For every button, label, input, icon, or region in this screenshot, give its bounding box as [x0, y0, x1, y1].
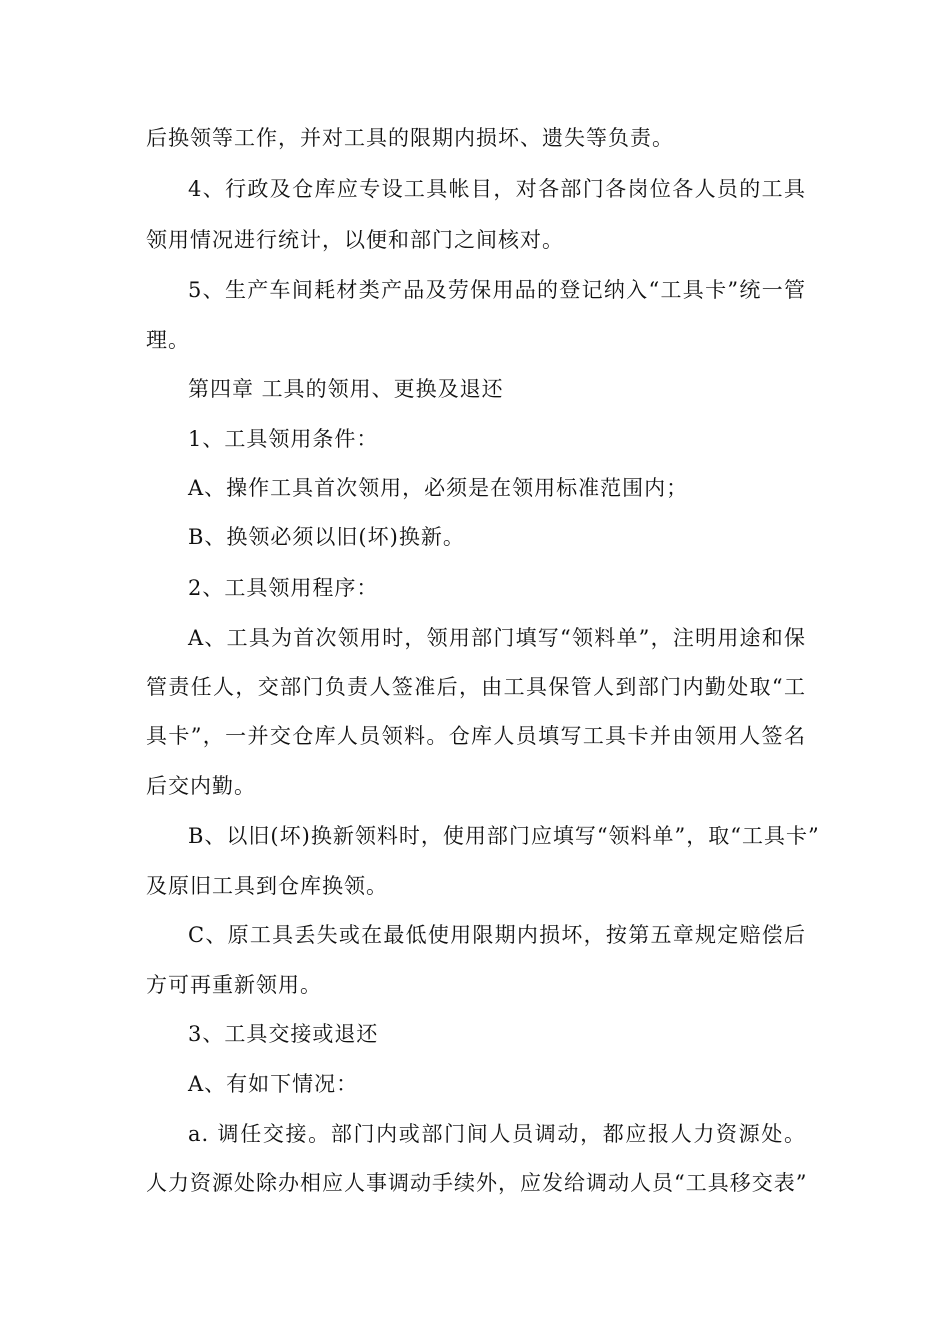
text-line: 及原旧工具到仓库换领。: [146, 874, 388, 898]
text-line: 后交内勤。: [146, 774, 256, 798]
text-line: 3、工具交接或退还: [188, 1022, 379, 1046]
text-line: C、原工具丢失或在最低使用限期内损坏，按第五章规定赔偿后: [188, 923, 806, 947]
text-line: A、操作工具首次领用，必须是在领用标准范围内；: [188, 476, 689, 500]
text-line: 领用情况进行统计，以便和部门之间核对。: [146, 228, 564, 252]
text-line: 人力资源处除办相应人事调动手续外，应发给调动人员“工具移交表”: [146, 1171, 808, 1195]
text-line: 理。: [146, 328, 190, 352]
text-line: B、换领必须以旧(坏)换新。: [188, 525, 465, 549]
text-line: 具卡”，一并交仓库人员领料。仓库人员填写工具卡并由领用人签名: [146, 724, 806, 748]
text-line: 5、生产车间耗材类产品及劳保用品的登记纳入“工具卡”统一管: [188, 278, 806, 302]
text-line: a. 调任交接。部门内或部门间人员调动，都应报人力资源处。: [188, 1122, 806, 1146]
text-line: 管责任人，交部门负责人签准后，由工具保管人到部门内勤处取“工: [146, 675, 806, 699]
text-line: 4、行政及仓库应专设工具帐目，对各部门各岗位各人员的工具: [188, 177, 806, 201]
chapter-heading: 第四章 工具的领用、更换及退还: [188, 377, 504, 401]
text-line: 1、工具领用条件：: [188, 427, 379, 451]
text-line: A、工具为首次领用时，领用部门填写“领料单”，注明用途和保: [188, 626, 806, 650]
text-line: 方可再重新领用。: [146, 973, 322, 997]
text-line: A、有如下情况：: [188, 1072, 359, 1096]
text-line: B、以旧(坏)换新领料时，使用部门应填写“领料单”，取“工具卡”: [188, 824, 820, 848]
text-line: 后换领等工作，并对工具的限期内损坏、遗失等负责。: [146, 126, 674, 150]
text-line: 2、工具领用程序：: [188, 576, 379, 600]
